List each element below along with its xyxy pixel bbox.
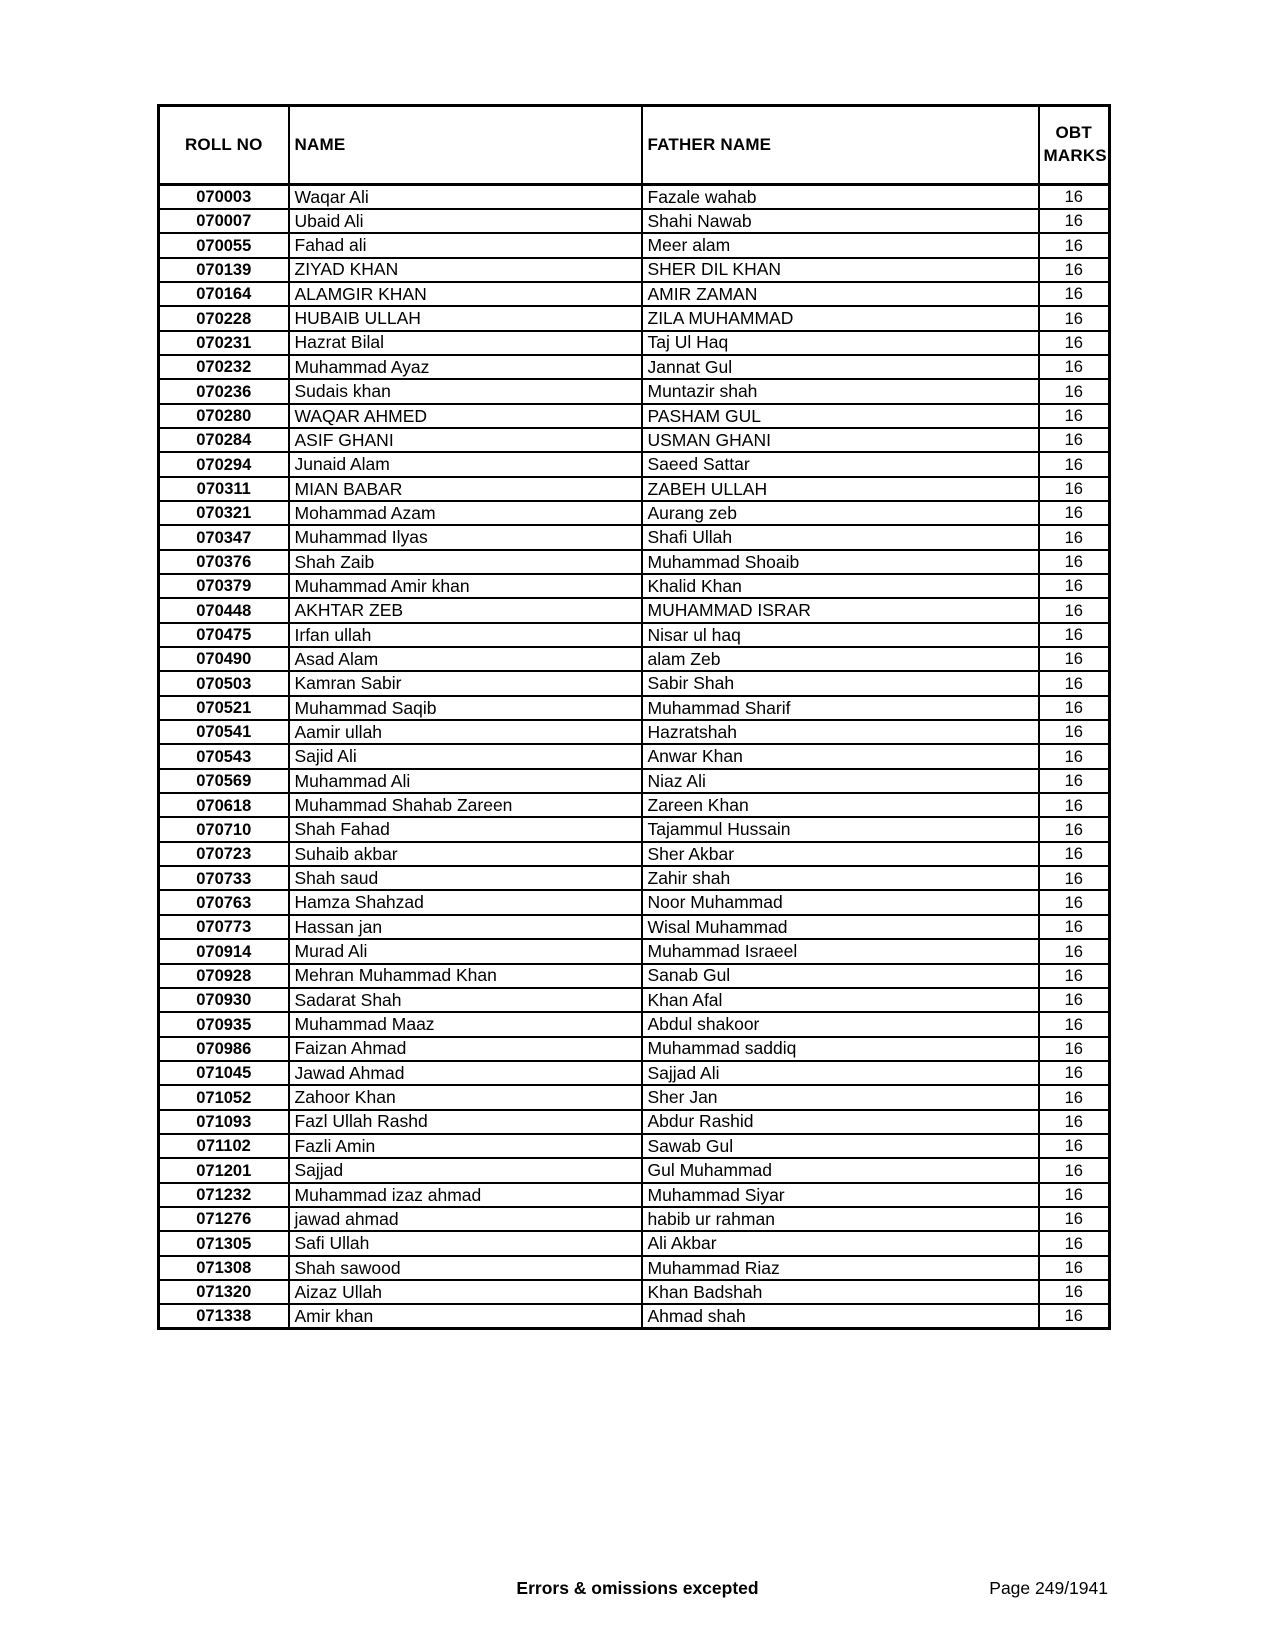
obt-marks-cell: 16 [1039,720,1110,744]
obt-marks-cell: 16 [1039,331,1110,355]
footer-note: Errors & omissions excepted [516,1578,759,1598]
obt-marks-cell: 16 [1039,793,1110,817]
name-cell: Hamza Shahzad [289,890,642,914]
obt-marks-cell: 16 [1039,1134,1110,1158]
roll-no-cell: 070490 [159,647,289,671]
name-cell: Shah Fahad [289,817,642,841]
table-row [159,939,1110,963]
table-row [159,623,1110,647]
table-row [159,1012,1110,1036]
obt-marks-cell: 16 [1039,306,1110,330]
father-name-cell: Muhammad Israeel [642,939,1039,963]
name-cell: Jawad Ahmad [289,1061,642,1085]
table-row [159,671,1110,695]
table-row [159,1183,1110,1207]
obt-marks-cell: 16 [1039,866,1110,890]
name-cell: Hassan jan [289,915,642,939]
name-cell: Junaid Alam [289,452,642,476]
name-cell: HUBAIB ULLAH [289,306,642,330]
obt-marks-cell: 16 [1039,939,1110,963]
father-name-cell: PASHAM GUL [642,404,1039,428]
table-row [159,185,1110,209]
table-row [159,428,1110,452]
father-name-cell: habib ur rahman [642,1207,1039,1231]
table-row [159,720,1110,744]
obt-marks-cell: 16 [1039,964,1110,988]
results-table-header [159,106,1110,185]
obt-marks-cell: 16 [1039,1158,1110,1182]
roll-no-cell: 070710 [159,817,289,841]
obt-marks-cell: 16 [1039,282,1110,306]
name-cell: Shah Zaib [289,550,642,574]
obt-marks-cell: 16 [1039,501,1110,525]
father-name-cell: Zareen Khan [642,793,1039,817]
header-row [159,106,1110,185]
obt-marks-cell: 16 [1039,525,1110,549]
table-row [159,598,1110,622]
father-name-cell: Hazratshah [642,720,1039,744]
name-cell: Fahad ali [289,233,642,257]
table-row [159,1304,1110,1328]
roll-no-cell: 071201 [159,1158,289,1182]
roll-no-cell: 070733 [159,866,289,890]
father-name-cell: alam Zeb [642,647,1039,671]
father-name-cell: Nisar ul haq [642,623,1039,647]
roll-no-cell: 070543 [159,744,289,768]
father-name-cell: Jannat Gul [642,355,1039,379]
father-name-cell: Meer alam [642,233,1039,257]
name-cell: Muhammad izaz ahmad [289,1183,642,1207]
father-name-cell: Noor Muhammad [642,890,1039,914]
father-name-cell: Niaz Ali [642,769,1039,793]
roll-no-cell: 070164 [159,282,289,306]
father-name-cell: Shahi Nawab [642,209,1039,233]
name-cell: ASIF GHANI [289,428,642,452]
father-name-cell: Gul Muhammad [642,1158,1039,1182]
table-row [159,209,1110,233]
roll-no-cell: 070773 [159,915,289,939]
table-row [159,1061,1110,1085]
father-name-cell: Aurang zeb [642,501,1039,525]
table-row [159,233,1110,257]
obt-marks-cell: 16 [1039,1304,1110,1328]
obt-marks-cell: 16 [1039,769,1110,793]
roll-no-cell: 070935 [159,1012,289,1036]
obt-marks-cell: 16 [1039,1207,1110,1231]
table-row [159,258,1110,282]
obt-marks-cell: 16 [1039,477,1110,501]
roll-no-cell: 070930 [159,988,289,1012]
roll-no-cell: 070311 [159,477,289,501]
roll-no-cell: 071338 [159,1304,289,1328]
obt-marks-header: OBT MARKS [1039,106,1110,185]
father-name-cell: USMAN GHANI [642,428,1039,452]
name-cell: Aizaz Ullah [289,1280,642,1304]
name-cell: Zahoor Khan [289,1085,642,1109]
name-cell: Aamir ullah [289,720,642,744]
name-cell: Muhammad Maaz [289,1012,642,1036]
name-cell: Sudais khan [289,379,642,403]
table-row [159,404,1110,428]
obt-marks-cell: 16 [1039,404,1110,428]
name-cell: Asad Alam [289,647,642,671]
table-row [159,525,1110,549]
obt-marks-cell: 16 [1039,550,1110,574]
table-row [159,477,1110,501]
father-name-cell: Saeed Sattar [642,452,1039,476]
roll-no-cell: 070280 [159,404,289,428]
obt-marks-cell: 16 [1039,258,1110,282]
name-cell: Safi Ullah [289,1231,642,1255]
father-name-cell: Sajjad Ali [642,1061,1039,1085]
name-cell: Muhammad Amir khan [289,574,642,598]
obt-marks-cell: 16 [1039,574,1110,598]
father-name-cell: Muhammad Sharif [642,696,1039,720]
father-name-header: FATHER NAME [642,106,1039,185]
table-row [159,379,1110,403]
obt-marks-cell: 16 [1039,233,1110,257]
roll-no-cell: 071308 [159,1256,289,1280]
name-cell: Ubaid Ali [289,209,642,233]
name-cell: Sajjad [289,1158,642,1182]
name-cell: Muhammad Ali [289,769,642,793]
name-cell: AKHTAR ZEB [289,598,642,622]
table-row [159,988,1110,1012]
obt-marks-cell: 16 [1039,1256,1110,1280]
name-cell: jawad ahmad [289,1207,642,1231]
father-name-cell: Khan Badshah [642,1280,1039,1304]
name-cell: MIAN BABAR [289,477,642,501]
roll-no-cell: 070986 [159,1037,289,1061]
name-cell: Shah saud [289,866,642,890]
father-name-cell: Ali Akbar [642,1231,1039,1255]
name-cell: Muhammad Saqib [289,696,642,720]
obt-marks-cell: 16 [1039,1012,1110,1036]
name-cell: Murad Ali [289,939,642,963]
father-name-cell: Tajammul Hussain [642,817,1039,841]
name-cell: Kamran Sabir [289,671,642,695]
table-row [159,744,1110,768]
father-name-cell: Sher Jan [642,1085,1039,1109]
obt-marks-cell: 16 [1039,1231,1110,1255]
roll-no-cell: 070007 [159,209,289,233]
table-row [159,696,1110,720]
roll-no-cell: 070294 [159,452,289,476]
name-cell: Muhammad Ilyas [289,525,642,549]
roll-no-cell: 070284 [159,428,289,452]
obt-marks-cell: 16 [1039,623,1110,647]
table-row [159,647,1110,671]
table-row [159,817,1110,841]
obt-marks-cell: 16 [1039,379,1110,403]
roll-no-cell: 071102 [159,1134,289,1158]
name-header: NAME [289,106,642,185]
table-row [159,1110,1110,1134]
table-row [159,842,1110,866]
obt-marks-cell: 16 [1039,1183,1110,1207]
father-name-cell: Muhammad Shoaib [642,550,1039,574]
obt-marks-cell: 16 [1039,1061,1110,1085]
name-cell: Suhaib akbar [289,842,642,866]
obt-marks-cell: 16 [1039,671,1110,695]
roll-no-cell: 071305 [159,1231,289,1255]
name-cell: Fazl Ullah Rashd [289,1110,642,1134]
table-row [159,915,1110,939]
father-name-cell: Muhammad Riaz [642,1256,1039,1280]
obt-marks-cell: 16 [1039,696,1110,720]
roll-no-cell: 070569 [159,769,289,793]
name-cell: Waqar Ali [289,185,642,209]
results-table [157,104,1111,1330]
table-row [159,890,1110,914]
roll-no-cell: 070618 [159,793,289,817]
obt-marks-cell: 16 [1039,817,1110,841]
father-name-cell: Wisal Muhammad [642,915,1039,939]
obt-marks-cell: 16 [1039,1110,1110,1134]
roll-no-cell: 070914 [159,939,289,963]
father-name-cell: Sawab Gul [642,1134,1039,1158]
table-row [159,1037,1110,1061]
table-row [159,452,1110,476]
obt-marks-cell: 16 [1039,428,1110,452]
obt-marks-cell: 16 [1039,1085,1110,1109]
roll-no-cell: 070231 [159,331,289,355]
obt-marks-cell: 16 [1039,209,1110,233]
table-row [159,306,1110,330]
father-name-cell: Shafi Ullah [642,525,1039,549]
name-cell: Mohammad Azam [289,501,642,525]
roll-no-cell: 070228 [159,306,289,330]
obt-marks-cell: 16 [1039,647,1110,671]
obt-marks-cell: 16 [1039,598,1110,622]
roll-no-cell: 070232 [159,355,289,379]
father-name-cell: Muhammad Siyar [642,1183,1039,1207]
name-cell: Shah sawood [289,1256,642,1280]
father-name-cell: AMIR ZAMAN [642,282,1039,306]
roll-no-cell: 070236 [159,379,289,403]
table-row [159,550,1110,574]
page-number: Page 249/1941 [989,1578,1108,1598]
table-row [159,866,1110,890]
table-row [159,501,1110,525]
father-name-cell: Khan Afal [642,988,1039,1012]
roll-no-cell: 070139 [159,258,289,282]
roll-no-cell: 070928 [159,964,289,988]
roll-no-cell: 070347 [159,525,289,549]
name-cell: Irfan ullah [289,623,642,647]
roll-no-cell: 071052 [159,1085,289,1109]
roll-no-cell: 070763 [159,890,289,914]
table-row [159,1158,1110,1182]
roll-no-header: ROLL NO [159,106,289,185]
roll-no-cell: 070379 [159,574,289,598]
father-name-cell: Anwar Khan [642,744,1039,768]
obt-marks-cell: 16 [1039,890,1110,914]
father-name-cell: SHER DIL KHAN [642,258,1039,282]
roll-no-cell: 070448 [159,598,289,622]
table-row [159,964,1110,988]
name-cell: Mehran Muhammad Khan [289,964,642,988]
obt-marks-cell: 16 [1039,355,1110,379]
name-cell: Muhammad Shahab Zareen [289,793,642,817]
obt-marks-cell: 16 [1039,915,1110,939]
table-row [159,769,1110,793]
father-name-cell: Muhammad saddiq [642,1037,1039,1061]
father-name-cell: MUHAMMAD ISRAR [642,598,1039,622]
table-row [159,355,1110,379]
roll-no-cell: 070475 [159,623,289,647]
roll-no-cell: 070003 [159,185,289,209]
name-cell: Amir khan [289,1304,642,1328]
father-name-cell: Zahir shah [642,866,1039,890]
roll-no-cell: 071320 [159,1280,289,1304]
father-name-cell: Sher Akbar [642,842,1039,866]
roll-no-cell: 070723 [159,842,289,866]
results-table-body [159,185,1110,1329]
roll-no-cell: 070055 [159,233,289,257]
father-name-cell: Taj Ul Haq [642,331,1039,355]
obt-marks-cell: 16 [1039,452,1110,476]
table-row [159,574,1110,598]
roll-no-cell: 071045 [159,1061,289,1085]
father-name-cell: Ahmad shah [642,1304,1039,1328]
father-name-cell: Sabir Shah [642,671,1039,695]
obt-marks-cell: 16 [1039,842,1110,866]
roll-no-cell: 070541 [159,720,289,744]
roll-no-cell: 070503 [159,671,289,695]
father-name-cell: Sanab Gul [642,964,1039,988]
obt-marks-cell: 16 [1039,988,1110,1012]
roll-no-cell: 071232 [159,1183,289,1207]
father-name-cell: Muntazir shah [642,379,1039,403]
roll-no-cell: 070376 [159,550,289,574]
father-name-cell: Abdul shakoor [642,1012,1039,1036]
name-cell: Sajid Ali [289,744,642,768]
table-row [159,1256,1110,1280]
table-row [159,1280,1110,1304]
roll-no-cell: 071276 [159,1207,289,1231]
name-cell: ZIYAD KHAN [289,258,642,282]
table-row [159,282,1110,306]
name-cell: Fazli Amin [289,1134,642,1158]
table-row [159,1207,1110,1231]
name-cell: Sadarat Shah [289,988,642,1012]
obt-marks-cell: 16 [1039,1037,1110,1061]
roll-no-cell: 070321 [159,501,289,525]
obt-marks-cell: 16 [1039,744,1110,768]
roll-no-cell: 070521 [159,696,289,720]
name-cell: Muhammad Ayaz [289,355,642,379]
table-row [159,1231,1110,1255]
table-row [159,793,1110,817]
father-name-cell: Fazale wahab [642,185,1039,209]
table-row [159,1085,1110,1109]
name-cell: ALAMGIR KHAN [289,282,642,306]
name-cell: Faizan Ahmad [289,1037,642,1061]
name-cell: Hazrat Bilal [289,331,642,355]
father-name-cell: Khalid Khan [642,574,1039,598]
obt-marks-cell: 16 [1039,1280,1110,1304]
roll-no-cell: 071093 [159,1110,289,1134]
father-name-cell: ZABEH ULLAH [642,477,1039,501]
father-name-cell: ZILA MUHAMMAD [642,306,1039,330]
name-cell: WAQAR AHMED [289,404,642,428]
father-name-cell: Abdur Rashid [642,1110,1039,1134]
table-row [159,1134,1110,1158]
table-row [159,331,1110,355]
obt-marks-cell: 16 [1039,185,1110,209]
